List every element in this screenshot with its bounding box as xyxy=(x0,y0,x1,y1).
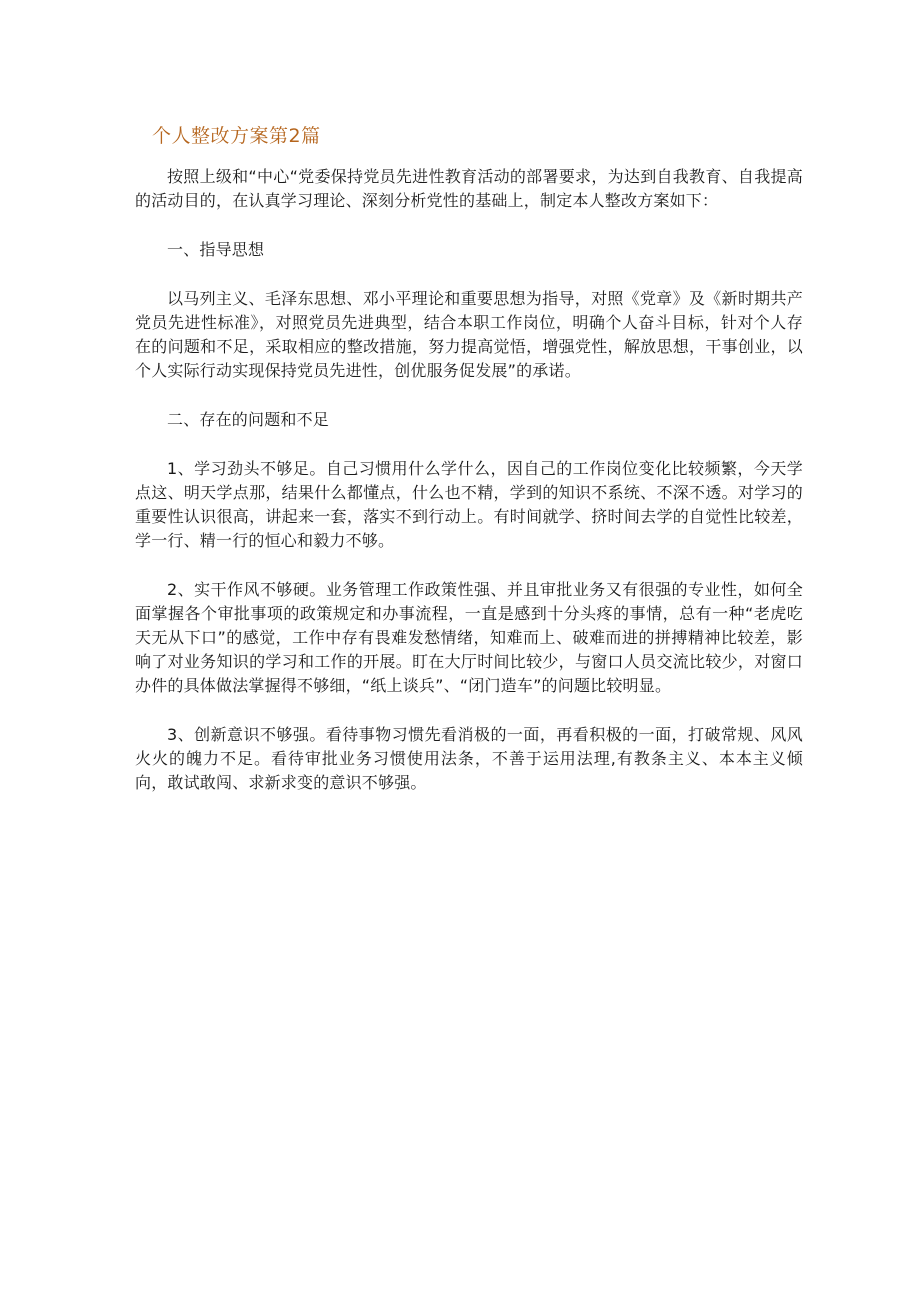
problem-2-paragraph: 2、实干作风不够硬。业务管理工作政策性强、并且审批业务又有很强的专业性，如何全面掌握各个审批事项的政策规定和办事流程，一直是感到十分头疼的事情，总有一种“老虎吃天无从下口”的感觉，工作中存有畏难发愁情绪，知难而上、破难而进的拼搏精神比较差，影响了对业务知识的学习和工作的开展。盯在大厅时间比较少，与窗口人员交流比较少，对窗口办件的具体做法掌握得不够细，“纸上谈兵”、“闭门造车”的问题比较明显。 xyxy=(135,580,803,695)
document-title: 个人整改方案第2篇 xyxy=(152,125,321,147)
intro-paragraph: 按照上级和“中心“党委保持党员先进性教育活动的部署要求，为达到自我教育、自我提高的活动目的，在认真学习理论、深刻分析党性的基础上，制定本人整改方案如下： xyxy=(135,167,803,210)
guiding-ideology-paragraph: 以马列主义、毛泽东思想、邓小平理论和重要思想为指导，对照《党章》及《新时期共产党员先进性标准》，对照党员先进典型，结合本职工作岗位，明确个人奋斗目标，针对个人存在的问题和不足，采取相应的整改措施，努力提高觉悟，增强党性，解放思想，干事创业，以个人实际行动实现保持党员先进性，创优服务促发展”的承诺。 xyxy=(135,289,803,380)
section-heading-problems: 二、存在的问题和不足 xyxy=(167,410,330,429)
problem-1-paragraph: 1、学习劲头不够足。自己习惯用什么学什么，因自己的工作岗位变化比较频繁，今天学点这、明天学点那，结果什么都懂点，什么也不精，学到的知识不系统、不深不透。对学习的重要性认识很高，讲起来一套，落实不到行动上。有时间就学、挤时间去学的自觉性比较差，学一行、精一行的恒心和毅力不够。 xyxy=(135,459,803,550)
document-body xyxy=(135,165,803,795)
problem-3-paragraph: 3、创新意识不够强。看待事物习惯先看消极的一面，再看积极的一面，打破常规、风风火火的魄力不足。看待审批业务习惯使用法条，不善于运用法理,有教条主义、本本主义倾向，敢试敢闯、求新求变的意识不够强。 xyxy=(135,725,803,792)
section-heading-guiding-ideology: 一、指导思想 xyxy=(167,240,265,259)
